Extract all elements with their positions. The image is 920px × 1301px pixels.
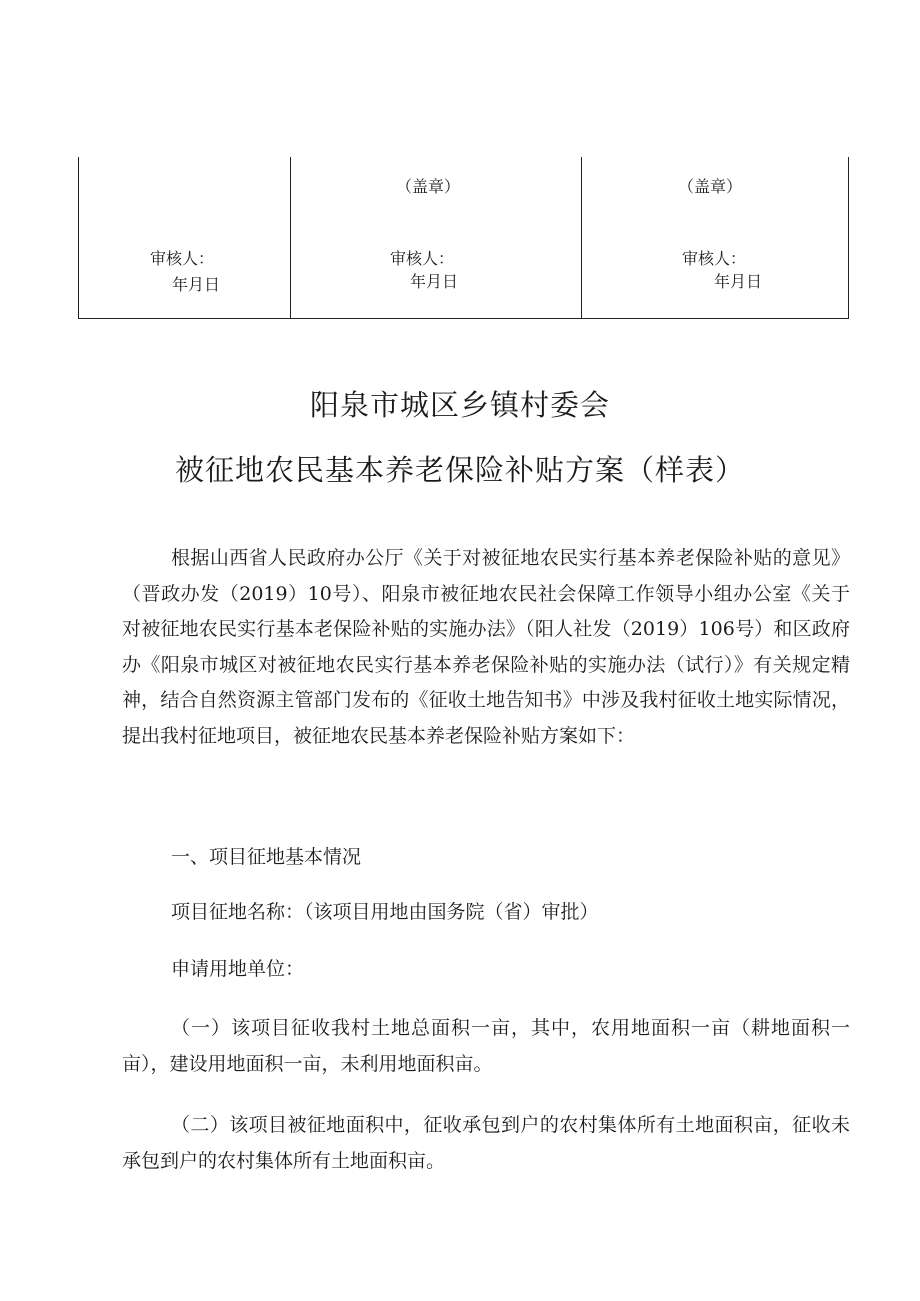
section1-heading: 一、项目征地基本情况 — [171, 846, 362, 868]
item1-paragraph: （一）该项目征收我村土地总面积一亩，其中，农用地面积一亩（耕地面积一亩），建设用地面积一亩，未利用地面积亩。 — [122, 1017, 850, 1075]
col2-seal: （盖章） — [396, 177, 461, 196]
signature-table — [78, 157, 849, 319]
col3-date: 年月日 — [714, 272, 763, 291]
table-divider-1 — [290, 157, 291, 318]
item2-paragraph: （二）该项目被征地面积中，征收承包到户的农村集体所有土地面积亩，征收未承包到户的农村集体所有土地面积亩。 — [122, 1114, 850, 1172]
intro-paragraph: 根据山西省人民政府办公厅《关于对被征地农民实行基本养老保险补贴的意见》（晋政办发（2019）10号）、阳泉市被征地农民社会保障工作领导小组办公室《关于对被征地农民实行基本老保险补贴的实施办法》（阳人社发（2019）106号）和区政府办《阳泉市城区对被征地农民实行基本养老保险补贴的实施办法（试行）》有关规定精神，结合自然资源主管部门发布的《征收土地告知书》中涉及我村征收土地实际情况，提出我村征地项目，被征地农民基本养老保险补贴方案如下： — [122, 547, 850, 747]
table-right-border — [848, 157, 849, 318]
col2-date: 年月日 — [410, 272, 459, 291]
col1-date: 年月日 — [172, 275, 221, 294]
applicant-line: 申请用地单位： — [171, 958, 305, 980]
col3-reviewer: 审核人： — [682, 249, 747, 268]
col3-seal: （盖章） — [678, 177, 743, 196]
table-divider-2 — [581, 157, 582, 318]
table-left-border — [78, 157, 79, 318]
document-title-line2: 被征地农民基本养老保险补贴方案（样表） — [174, 453, 745, 487]
document-title-line1: 阳泉市城区乡镇村委会 — [309, 388, 610, 422]
col2-reviewer: 审核人： — [390, 249, 455, 268]
project-name-line: 项目征地名称：（该项目用地由国务院（省）审批） — [171, 901, 599, 923]
col1-reviewer: 审核人： — [150, 249, 215, 268]
